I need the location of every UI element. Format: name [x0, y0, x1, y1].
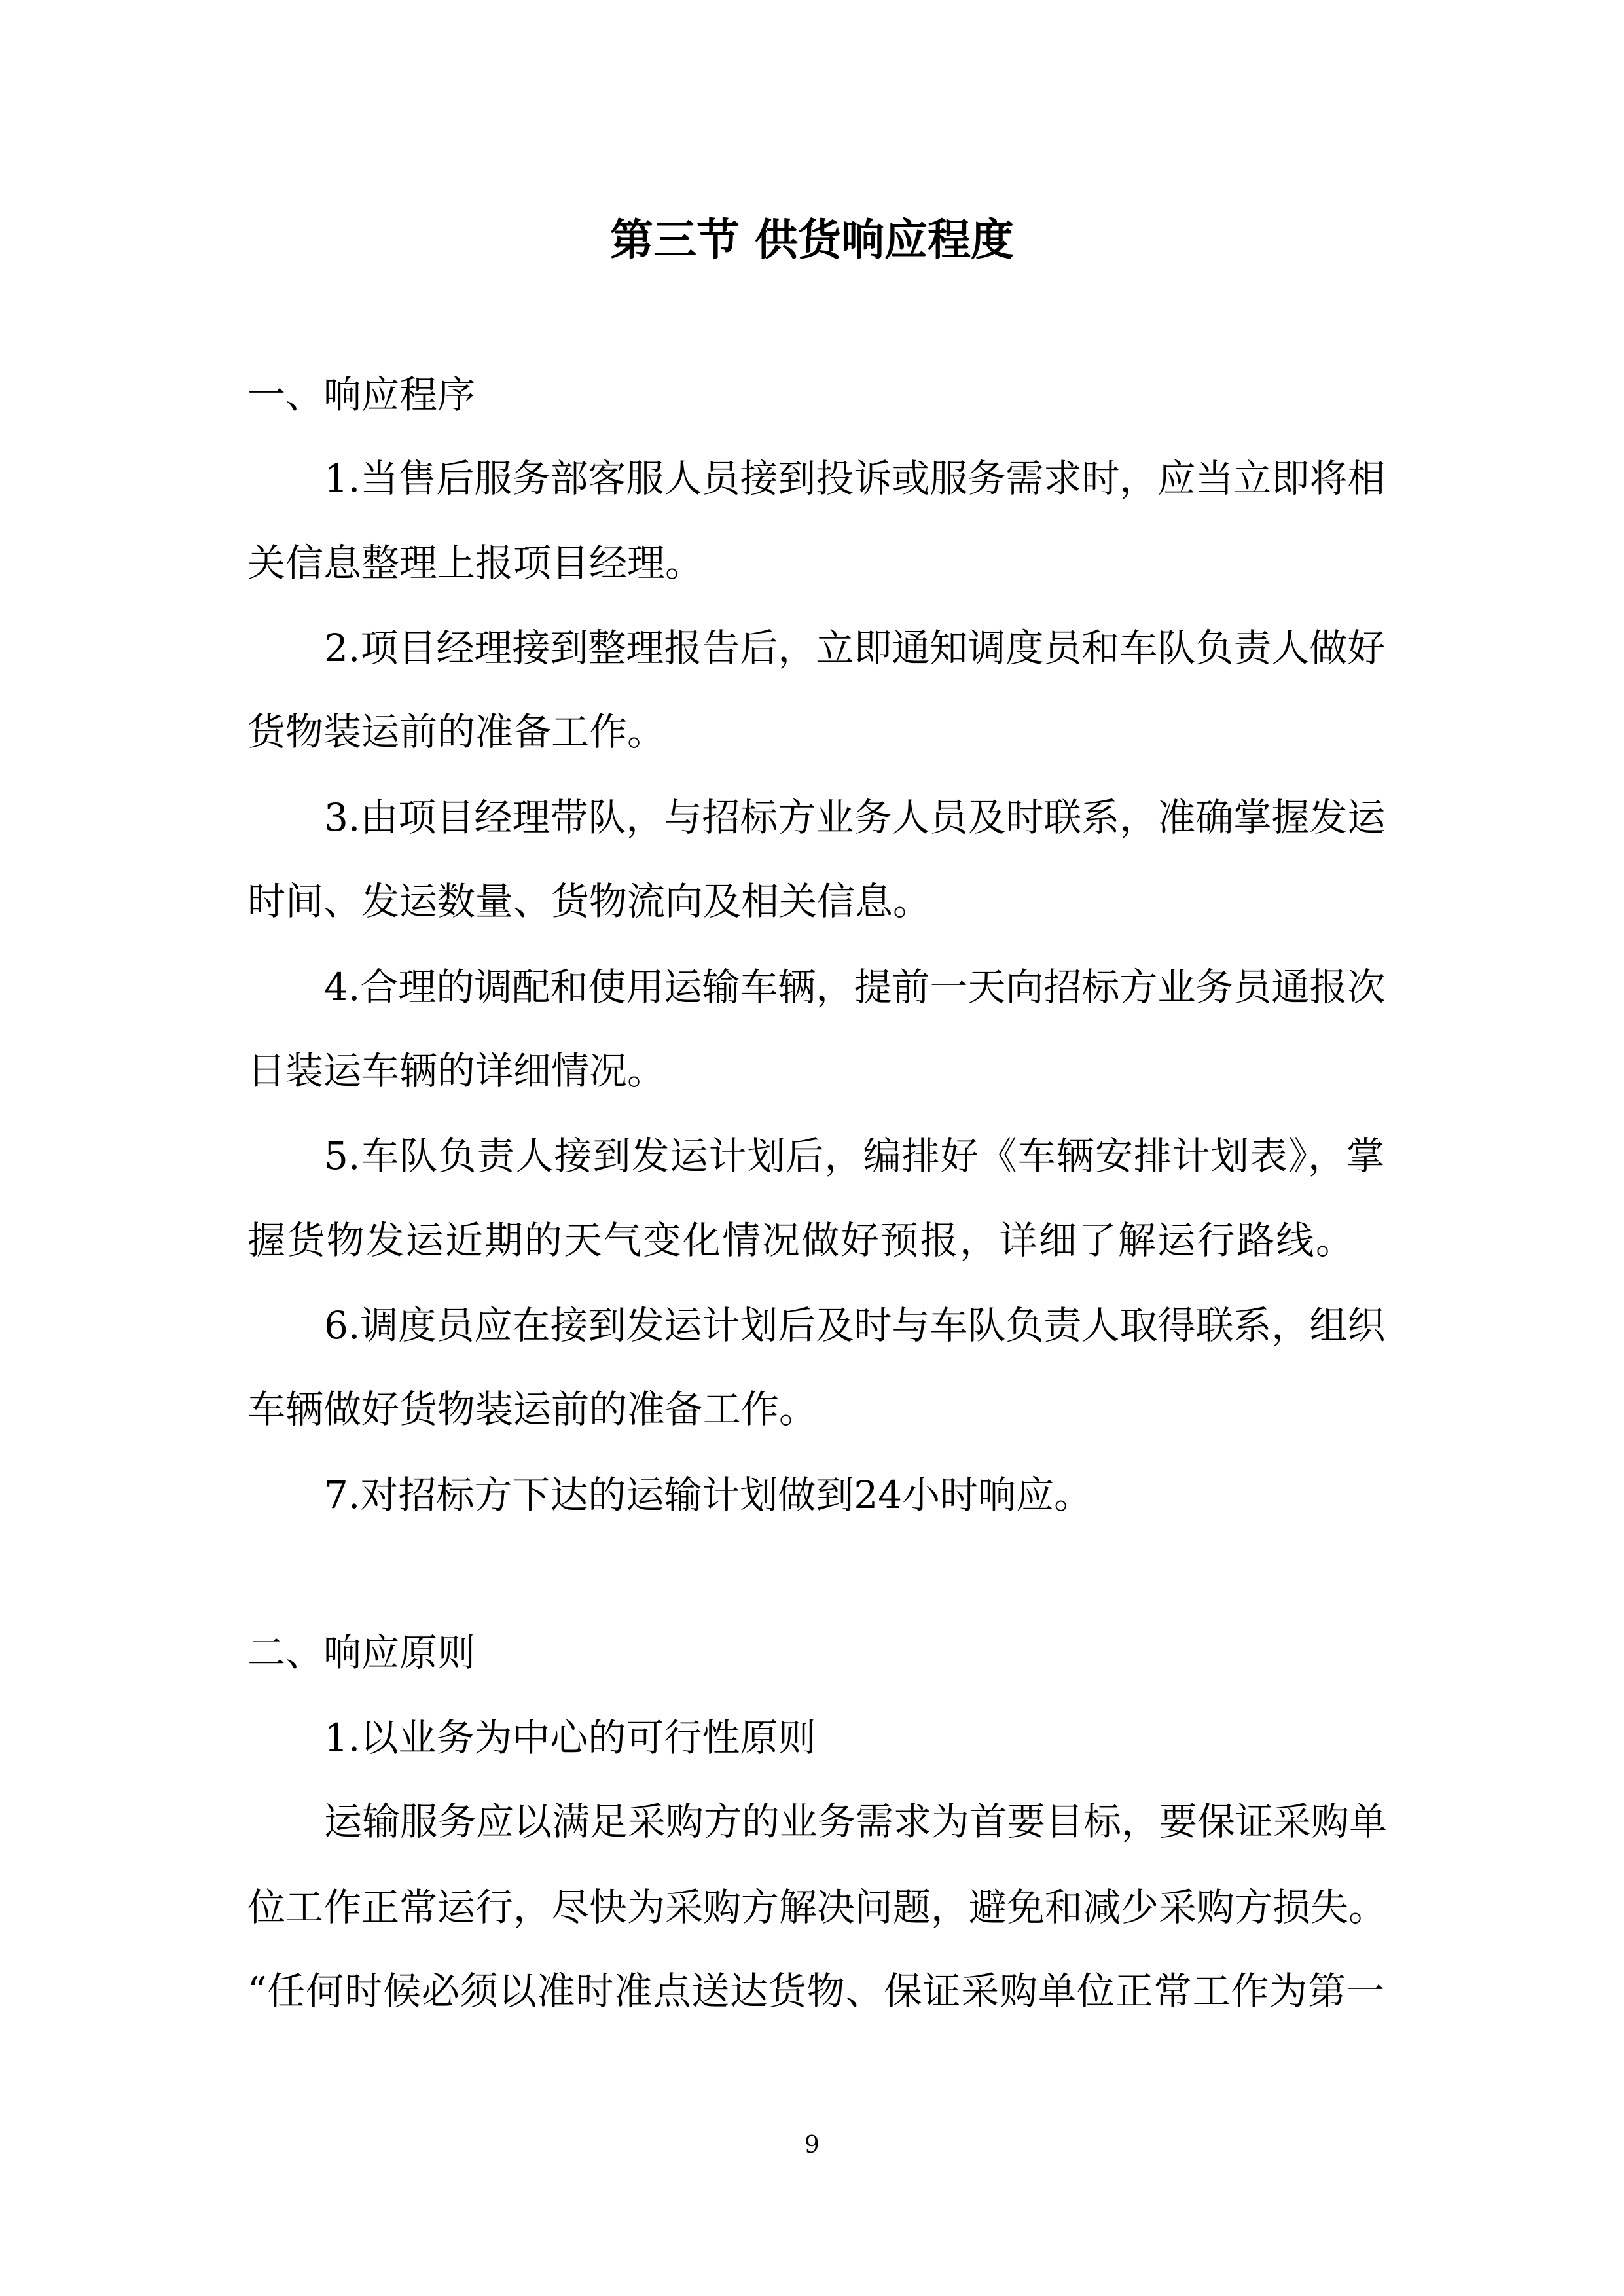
heading-response-procedure: 一、响应程序: [247, 372, 476, 417]
paragraph-line: 1.当售后服务部客服人员接到投诉或服务需求时，应当立即将相: [324, 456, 1386, 501]
paragraph-line: 车辆做好货物装运前的准备工作。: [247, 1387, 818, 1431]
paragraph-line: 货物装运前的准备工作。: [247, 709, 666, 754]
section-title: 第三节 供货响应程度: [610, 215, 1014, 265]
page-number: 9: [804, 2132, 820, 2159]
paragraph-line: 5.车队负责人接到发运计划后，编排好《车辆安排计划表》，掌: [324, 1134, 1384, 1178]
paragraph-line: “任何时候必须以准时准点送达货物、保证采购单位正常工作为第一: [247, 1969, 1384, 2013]
paragraph-line: 3.由项目经理带队，与招标方业务人员及时联系，准确掌握发运: [324, 795, 1386, 840]
heading-response-principles: 二、响应原则: [247, 1630, 476, 1675]
subheading: 1.以业务为中心的可行性原则: [324, 1715, 816, 1760]
paragraph-line: 2.项目经理接到整理报告后，立即通知调度员和车队负责人做好: [324, 626, 1386, 670]
paragraph-line: 时间、发运数量、货物流向及相关信息。: [247, 879, 931, 924]
paragraph-line: 6.调度员应在接到发运计划后及时与车队负责人取得联系，组织: [324, 1303, 1386, 1348]
paragraph-line: 位工作正常运行，尽快为采购方解决问题，避免和减少采购方损失。: [247, 1885, 1387, 1929]
paragraph-line: 握货物发运近期的天气变化情况做好预报，详细了解运行路线。: [247, 1218, 1354, 1263]
paragraph-line: 日装运车辆的详细情况。: [247, 1049, 666, 1093]
paragraph-line: 7.对招标方下达的运输计划做到24小时响应。: [324, 1473, 1092, 1517]
paragraph-line: 关信息整理上报项目经理。: [247, 541, 704, 585]
paragraph-line: 运输服务应以满足采购方的业务需求为首要目标，要保证采购单: [324, 1799, 1388, 1844]
paragraph-line: 4.合理的调配和使用运输车辆，提前一天向招标方业务员通报次: [324, 965, 1386, 1009]
